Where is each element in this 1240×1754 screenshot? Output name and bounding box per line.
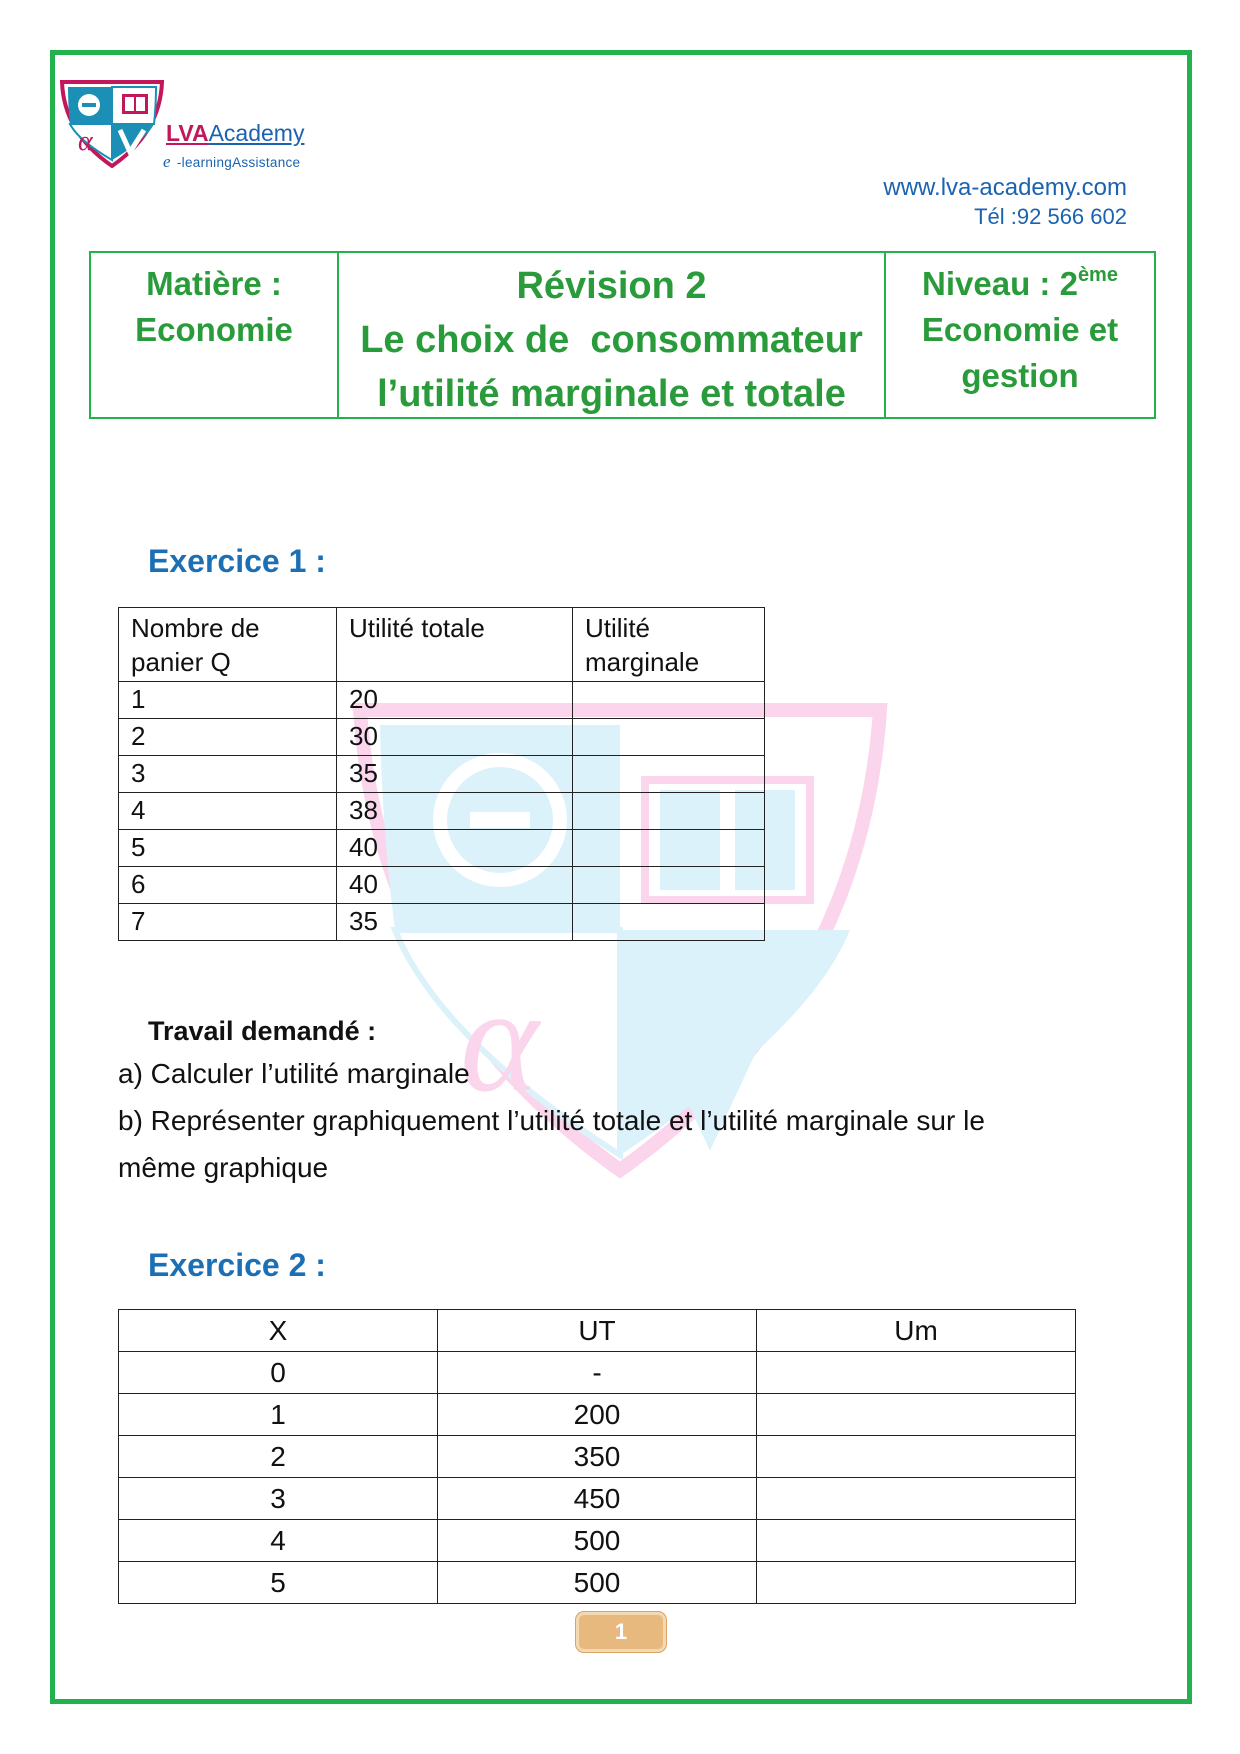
table-cell: 20 [337,682,573,719]
table-cell: 2 [119,719,337,756]
table-cell [573,682,765,719]
table-cell [757,1520,1076,1562]
question-b-line-2: même graphique [118,1152,329,1183]
svg-text:α: α [78,126,93,157]
table-cell: 0 [119,1352,438,1394]
table-cell: 3 [119,1478,438,1520]
table-row [119,756,765,793]
header-cell: Nombre de panier Q [119,608,337,682]
table-cell: - [438,1352,757,1394]
level-cell [886,253,1154,417]
subject-cell [91,253,339,417]
brand-academy: Academy [208,120,305,146]
tagline-rest: -learningAssistance [176,155,301,170]
table-row [119,1478,1076,1520]
table-cell: 30 [337,719,573,756]
exercise-1-table [118,607,765,941]
brand-tagline [163,152,300,172]
document-subtitle-1: Le choix de consommateur [360,319,863,361]
exercise-2-table [118,1309,1076,1604]
table-cell: 5 [119,830,337,867]
table-cell [573,793,765,830]
table-row [119,1562,1076,1604]
table-row [119,830,765,867]
table-cell: 1 [119,1394,438,1436]
exercise-1-title: Exercice 1 : [148,543,326,579]
header-cell: Um [757,1310,1076,1352]
table-header-row [119,608,765,682]
document-title: Révision 2 [516,265,707,307]
table-cell: 500 [438,1562,757,1604]
table-row [119,793,765,830]
question-a: a) Calculer l’utilité marginale [118,1058,470,1089]
table-row [119,1436,1076,1478]
level-sup: ème [1077,264,1118,286]
level-line-3: gestion [961,357,1079,394]
question-b-line-1: b) Représenter graphiquement l’utilité totale et l’utilité marginale sur le [118,1105,985,1136]
website-link[interactable]: www.lva-academy.com [883,174,1127,201]
table-cell [573,719,765,756]
exercise-2-title: Exercice 2 : [148,1247,326,1283]
page-number: 1 [576,1612,666,1652]
subject-label: Matière : [146,265,282,302]
table-row [119,719,765,756]
table-cell: 450 [438,1478,757,1520]
table-cell: 40 [337,830,573,867]
table-cell [573,904,765,941]
table-cell [573,756,765,793]
work-title: Travail demandé : [148,1016,377,1046]
brand-lva: LVA [166,120,209,146]
table-row [119,1520,1076,1562]
table-row [119,682,765,719]
tagline-e: e [163,152,171,171]
table-cell [757,1436,1076,1478]
table-cell: 40 [337,867,573,904]
table-cell: 4 [119,1520,438,1562]
table-cell: 1 [119,682,337,719]
brand-name [166,120,304,147]
level-label: Niveau : 2ème [922,264,1118,302]
table-cell: 5 [119,1562,438,1604]
table-cell: 35 [337,904,573,941]
table-cell: 35 [337,756,573,793]
table-row [119,904,765,941]
svg-text:α: α [460,957,539,1123]
table-header-row [119,1310,1076,1352]
document-subtitle-2: l’utilité marginale et totale [377,373,846,415]
title-cell [339,253,886,417]
table-cell [757,1562,1076,1604]
contact-info [883,173,1127,231]
table-row [119,867,765,904]
lva-logo-icon [58,78,166,168]
table-cell [757,1394,1076,1436]
table-cell: 4 [119,793,337,830]
table-cell: 500 [438,1520,757,1562]
table-cell: 6 [119,867,337,904]
table-row [119,1394,1076,1436]
table-cell: 38 [337,793,573,830]
table-cell [757,1478,1076,1520]
table-cell: 2 [119,1436,438,1478]
table-cell: 350 [438,1436,757,1478]
table-cell: 3 [119,756,337,793]
table-cell [573,830,765,867]
phone-number: Tél :92 566 602 [974,204,1127,229]
table-row [119,1352,1076,1394]
table-cell: 7 [119,904,337,941]
table-cell: 200 [438,1394,757,1436]
table-cell [573,867,765,904]
header-cell: Utilité marginale [573,608,765,682]
header-cell: UT [438,1310,757,1352]
header-cell: Utilité totale [337,608,573,682]
header-cell: X [119,1310,438,1352]
table-cell [757,1352,1076,1394]
level-line-2: Economie et [921,311,1119,348]
subject-value: Economie [135,311,293,348]
document-header [89,251,1156,419]
